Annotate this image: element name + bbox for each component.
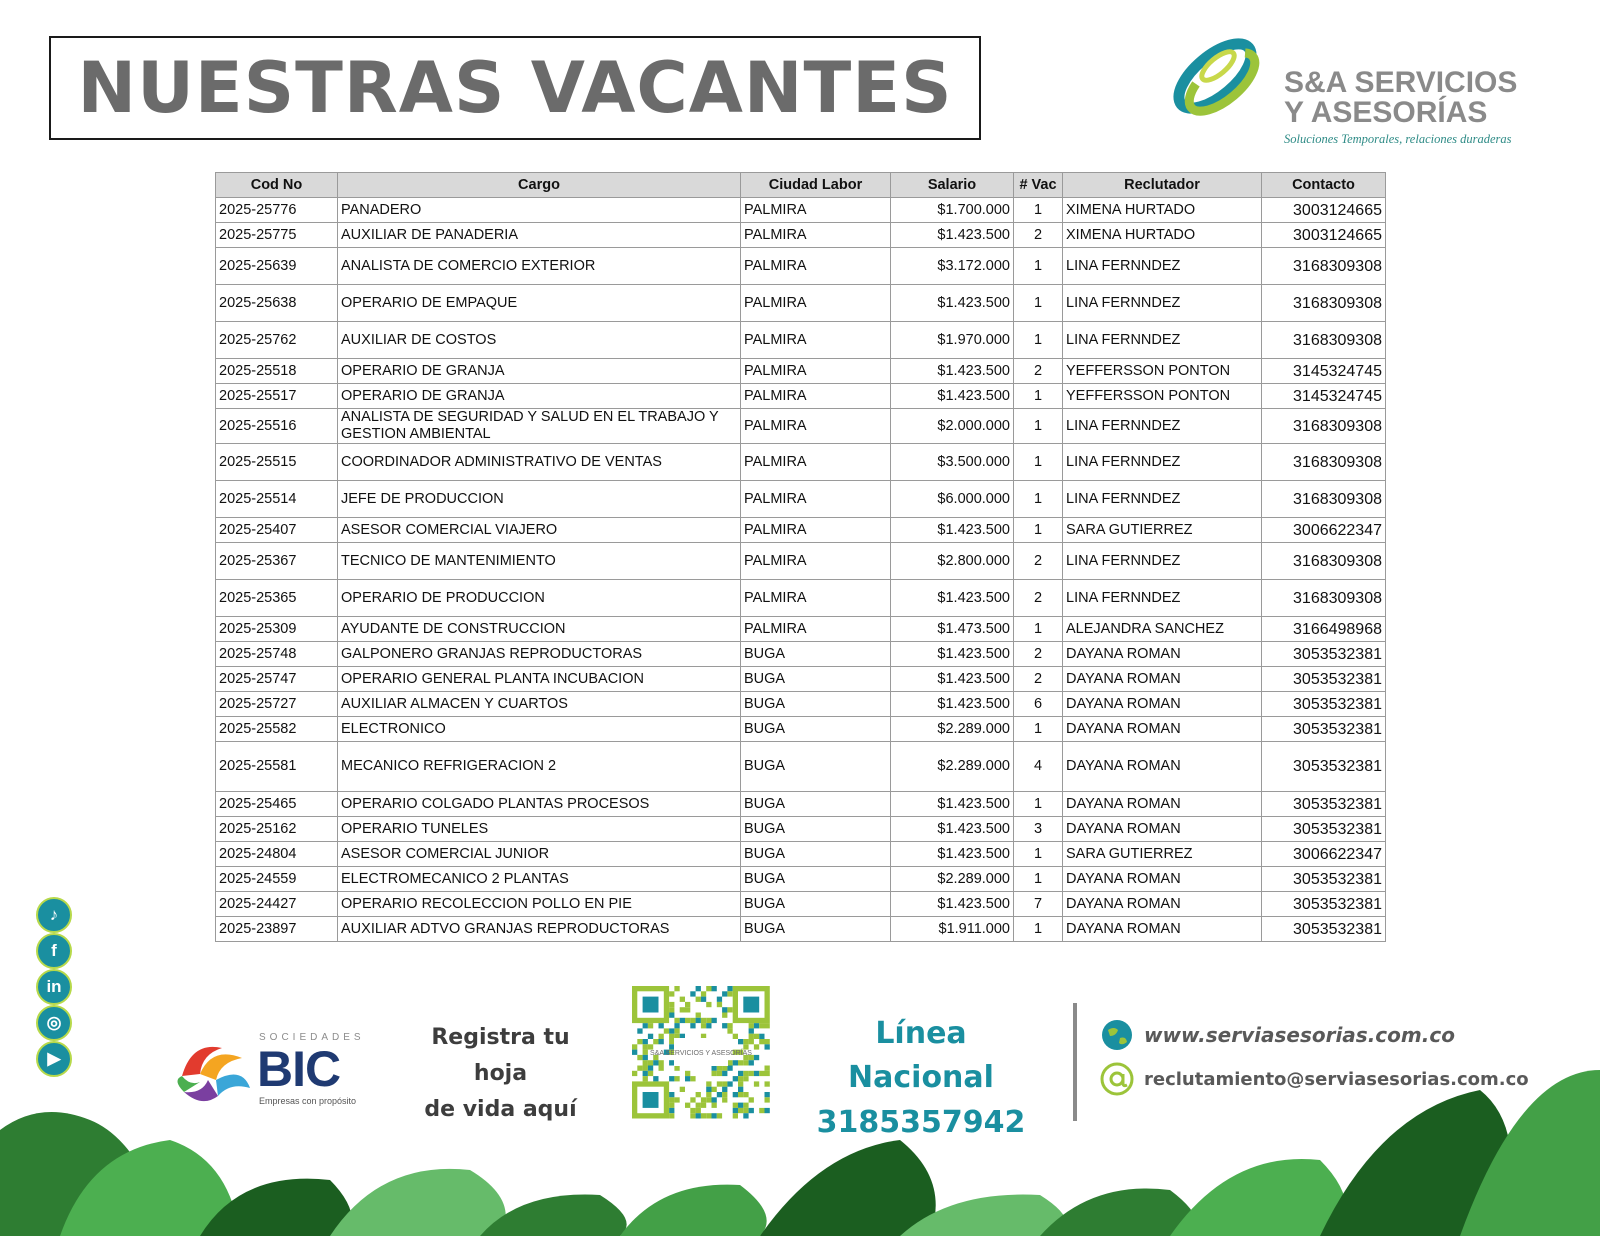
- column-header: Ciudad Labor: [741, 173, 891, 198]
- table-row: [216, 842, 1386, 867]
- cell-vac: 1: [1014, 285, 1063, 322]
- cell-vac: 2: [1014, 580, 1063, 617]
- cell-contacto[interactable]: 3006622347: [1262, 518, 1386, 543]
- cell-reclutador: DAYANA ROMAN: [1063, 917, 1262, 942]
- cell-reclutador: DAYANA ROMAN: [1063, 642, 1262, 667]
- cell-ciudad: BUGA: [741, 867, 891, 892]
- cell-cargo: ANALISTA DE SEGURIDAD Y SALUD EN EL TRABAJO Y GESTION AMBIENTAL: [338, 409, 741, 444]
- cell-ciudad: PALMIRA: [741, 322, 891, 359]
- cell-cargo: PANADERO: [338, 198, 741, 223]
- cell-salario: $1.423.500: [891, 285, 1014, 322]
- website-row[interactable]: [1100, 1018, 1455, 1052]
- cell-reclutador: XIMENA HURTADO: [1063, 223, 1262, 248]
- cell-contacto[interactable]: 3053532381: [1262, 742, 1386, 792]
- cell-reclutador: DAYANA ROMAN: [1063, 792, 1262, 817]
- cell-ciudad: BUGA: [741, 892, 891, 917]
- cell-cargo: OPERARIO DE GRANJA: [338, 384, 741, 409]
- table-row: [216, 692, 1386, 717]
- cell-salario: $1.423.500: [891, 359, 1014, 384]
- cell-cod: 2025-25762: [216, 322, 338, 359]
- cell-reclutador: LINA FERNNDEZ: [1063, 580, 1262, 617]
- column-header: Cod No: [216, 173, 338, 198]
- cell-reclutador: DAYANA ROMAN: [1063, 742, 1262, 792]
- cell-ciudad: PALMIRA: [741, 543, 891, 580]
- cell-contacto[interactable]: 3053532381: [1262, 892, 1386, 917]
- cell-vac: 1: [1014, 617, 1063, 642]
- cell-reclutador: DAYANA ROMAN: [1063, 692, 1262, 717]
- cell-salario: $6.000.000: [891, 481, 1014, 518]
- cell-vac: 2: [1014, 223, 1063, 248]
- cell-vac: 1: [1014, 322, 1063, 359]
- cell-cod: 2025-23897: [216, 917, 338, 942]
- cell-reclutador: DAYANA ROMAN: [1063, 717, 1262, 742]
- column-header: Cargo: [338, 173, 741, 198]
- cell-cod: 2025-25309: [216, 617, 338, 642]
- cell-cargo: OPERARIO DE EMPAQUE: [338, 285, 741, 322]
- cell-reclutador: LINA FERNNDEZ: [1063, 409, 1262, 444]
- cell-ciudad: PALMIRA: [741, 409, 891, 444]
- cell-contacto[interactable]: 3168309308: [1262, 543, 1386, 580]
- cell-cod: 2025-24804: [216, 842, 338, 867]
- cell-cargo: OPERARIO COLGADO PLANTAS PROCESOS: [338, 792, 741, 817]
- cell-vac: 1: [1014, 384, 1063, 409]
- cell-reclutador: SARA GUTIERREZ: [1063, 518, 1262, 543]
- cell-cod: 2025-25518: [216, 359, 338, 384]
- cell-reclutador: DAYANA ROMAN: [1063, 817, 1262, 842]
- cell-cargo: AUXILIAR ALMACEN Y CUARTOS: [338, 692, 741, 717]
- cell-cod: 2025-25514: [216, 481, 338, 518]
- cell-vac: 4: [1014, 742, 1063, 792]
- company-name-line1: S&A SERVICIOS: [1284, 66, 1518, 99]
- table-row: [216, 409, 1386, 444]
- cell-reclutador: XIMENA HURTADO: [1063, 198, 1262, 223]
- cell-vac: 1: [1014, 717, 1063, 742]
- logo-swirl-icon: [1160, 26, 1280, 136]
- cell-salario: $1.423.500: [891, 580, 1014, 617]
- cell-reclutador: DAYANA ROMAN: [1063, 892, 1262, 917]
- cell-salario: $1.423.500: [891, 518, 1014, 543]
- cell-salario: $1.423.500: [891, 223, 1014, 248]
- cell-cod: 2025-25748: [216, 642, 338, 667]
- cell-vac: 1: [1014, 198, 1063, 223]
- bic-sub-label: Empresas con propósito: [259, 1096, 357, 1106]
- table-row: [216, 198, 1386, 223]
- register-line2: de vida aquí: [424, 1097, 577, 1122]
- cell-ciudad: PALMIRA: [741, 580, 891, 617]
- cell-contacto[interactable]: 3003124665: [1262, 223, 1386, 248]
- cell-ciudad: BUGA: [741, 817, 891, 842]
- cell-vac: 2: [1014, 543, 1063, 580]
- table-row: [216, 543, 1386, 580]
- cell-salario: $3.172.000: [891, 248, 1014, 285]
- cell-cod: 2025-25727: [216, 692, 338, 717]
- cell-vac: 1: [1014, 792, 1063, 817]
- cell-ciudad: BUGA: [741, 717, 891, 742]
- cell-vac: 2: [1014, 667, 1063, 692]
- cell-cargo: OPERARIO DE GRANJA: [338, 359, 741, 384]
- cell-contacto[interactable]: 3168309308: [1262, 322, 1386, 359]
- cell-cod: 2025-25465: [216, 792, 338, 817]
- cell-cod: 2025-25581: [216, 742, 338, 792]
- cell-salario: $1.423.500: [891, 792, 1014, 817]
- table-row: [216, 518, 1386, 543]
- cell-salario: $1.423.500: [891, 842, 1014, 867]
- cell-cargo: ELECTRONICO: [338, 717, 741, 742]
- cell-cargo: COORDINADOR ADMINISTRATIVO DE VENTAS: [338, 444, 741, 481]
- cell-cod: 2025-25638: [216, 285, 338, 322]
- cell-vac: 1: [1014, 917, 1063, 942]
- table-row: [216, 642, 1386, 667]
- cell-ciudad: PALMIRA: [741, 481, 891, 518]
- cell-contacto[interactable]: 3053532381: [1262, 917, 1386, 942]
- cell-cargo: AUXILIAR DE PANADERIA: [338, 223, 741, 248]
- table-row: [216, 580, 1386, 617]
- company-logo: [1160, 26, 1560, 156]
- cell-cargo: OPERARIO TUNELES: [338, 817, 741, 842]
- cell-reclutador: LINA FERNNDEZ: [1063, 481, 1262, 518]
- cell-cargo: ASESOR COMERCIAL VIAJERO: [338, 518, 741, 543]
- table-row: [216, 817, 1386, 842]
- bic-top-label: SOCIEDADES: [259, 1032, 365, 1043]
- cell-ciudad: PALMIRA: [741, 384, 891, 409]
- cell-contacto[interactable]: 3166498968: [1262, 617, 1386, 642]
- cell-cod: 2025-25747: [216, 667, 338, 692]
- cell-cargo: ANALISTA DE COMERCIO EXTERIOR: [338, 248, 741, 285]
- linkedin-icon[interactable]: in: [36, 969, 72, 1005]
- cell-salario: $3.500.000: [891, 444, 1014, 481]
- cell-salario: $2.800.000: [891, 543, 1014, 580]
- cell-vac: 1: [1014, 444, 1063, 481]
- cell-cargo: MECANICO REFRIGERACION 2: [338, 742, 741, 792]
- cell-contacto[interactable]: 3006622347: [1262, 842, 1386, 867]
- page-title: NUESTRAS VACANTES: [77, 47, 953, 129]
- cell-ciudad: BUGA: [741, 667, 891, 692]
- cell-cargo: JEFE DE PRODUCCION: [338, 481, 741, 518]
- cell-contacto[interactable]: 3168309308: [1262, 285, 1386, 322]
- title-box: [49, 36, 981, 140]
- cell-ciudad: PALMIRA: [741, 359, 891, 384]
- cell-contacto[interactable]: 3168309308: [1262, 248, 1386, 285]
- cell-contacto[interactable]: 3053532381: [1262, 642, 1386, 667]
- cell-cargo: AUXILIAR DE COSTOS: [338, 322, 741, 359]
- cell-ciudad: PALMIRA: [741, 518, 891, 543]
- cell-ciudad: PALMIRA: [741, 285, 891, 322]
- cell-reclutador: DAYANA ROMAN: [1063, 667, 1262, 692]
- cell-ciudad: BUGA: [741, 792, 891, 817]
- cell-contacto[interactable]: 3145324745: [1262, 359, 1386, 384]
- cell-reclutador: LINA FERNNDEZ: [1063, 444, 1262, 481]
- company-tagline: Soluciones Temporales, relaciones duraderas: [1284, 132, 1512, 146]
- vacancies-table: [215, 172, 1386, 942]
- cell-cod: 2025-25517: [216, 384, 338, 409]
- cell-ciudad: BUGA: [741, 642, 891, 667]
- cell-vac: 2: [1014, 642, 1063, 667]
- table-row: [216, 359, 1386, 384]
- cell-reclutador: ALEJANDRA SANCHEZ: [1063, 617, 1262, 642]
- cell-cod: 2025-25776: [216, 198, 338, 223]
- cell-contacto[interactable]: 3053532381: [1262, 817, 1386, 842]
- cell-salario: $1.970.000: [891, 322, 1014, 359]
- cell-contacto[interactable]: 3003124665: [1262, 198, 1386, 223]
- cell-reclutador: LINA FERNNDEZ: [1063, 543, 1262, 580]
- globe-icon: [1100, 1018, 1134, 1052]
- cell-ciudad: BUGA: [741, 917, 891, 942]
- table-row: [216, 867, 1386, 892]
- cell-cargo: OPERARIO RECOLECCION POLLO EN PIE: [338, 892, 741, 917]
- table-row: [216, 481, 1386, 518]
- table-row: [216, 892, 1386, 917]
- tiktok-icon[interactable]: ♪: [36, 897, 72, 933]
- column-header: # Vac: [1014, 173, 1063, 198]
- cell-salario: $2.289.000: [891, 717, 1014, 742]
- cell-vac: 1: [1014, 518, 1063, 543]
- linea-label: Línea Nacional: [848, 1016, 994, 1095]
- instagram-icon[interactable]: ◎: [36, 1005, 72, 1041]
- cell-vac: 1: [1014, 248, 1063, 285]
- cell-cod: 2025-25516: [216, 409, 338, 444]
- cell-reclutador: YEFFERSSON PONTON: [1063, 359, 1262, 384]
- cell-ciudad: PALMIRA: [741, 617, 891, 642]
- table-header-row: [216, 173, 1386, 198]
- cell-vac: 1: [1014, 842, 1063, 867]
- cell-contacto[interactable]: 3168309308: [1262, 444, 1386, 481]
- cell-salario: $1.700.000: [891, 198, 1014, 223]
- cell-salario: $1.473.500: [891, 617, 1014, 642]
- cell-cod: 2025-25365: [216, 580, 338, 617]
- cell-cod: 2025-25162: [216, 817, 338, 842]
- column-header: Salario: [891, 173, 1014, 198]
- cell-cod: 2025-25775: [216, 223, 338, 248]
- cell-ciudad: BUGA: [741, 842, 891, 867]
- table-row: [216, 384, 1386, 409]
- cell-ciudad: PALMIRA: [741, 248, 891, 285]
- cell-vac: 2: [1014, 359, 1063, 384]
- cell-reclutador: LINA FERNNDEZ: [1063, 322, 1262, 359]
- cell-reclutador: LINA FERNNDEZ: [1063, 285, 1262, 322]
- table-row: [216, 792, 1386, 817]
- cell-cargo: GALPONERO GRANJAS REPRODUCTORAS: [338, 642, 741, 667]
- cell-vac: 1: [1014, 481, 1063, 518]
- cell-contacto[interactable]: 3168309308: [1262, 580, 1386, 617]
- cell-cargo: AYUDANTE DE CONSTRUCCION: [338, 617, 741, 642]
- bic-main-label: BIC: [257, 1041, 341, 1097]
- cell-cod: 2025-24427: [216, 892, 338, 917]
- facebook-icon[interactable]: f: [36, 933, 72, 969]
- cell-cod: 2025-25367: [216, 543, 338, 580]
- cell-contacto[interactable]: 3053532381: [1262, 867, 1386, 892]
- table-row: [216, 248, 1386, 285]
- cell-cargo: ASESOR COMERCIAL JUNIOR: [338, 842, 741, 867]
- cell-salario: $1.423.500: [891, 692, 1014, 717]
- leaves-decoration: [0, 1070, 1600, 1236]
- table-row: [216, 917, 1386, 942]
- cell-cargo: AUXILIAR ADTVO GRANJAS REPRODUCTORAS: [338, 917, 741, 942]
- company-name-line2: Y ASESORÍAS: [1284, 96, 1488, 129]
- table-row: [216, 322, 1386, 359]
- cell-contacto[interactable]: 3168309308: [1262, 409, 1386, 444]
- cell-vac: 6: [1014, 692, 1063, 717]
- youtube-icon[interactable]: ▶: [36, 1041, 72, 1077]
- column-header: Reclutador: [1063, 173, 1262, 198]
- cell-reclutador: SARA GUTIERREZ: [1063, 842, 1262, 867]
- cell-contacto[interactable]: 3053532381: [1262, 717, 1386, 742]
- register-line1: Registra tu hoja: [431, 1025, 570, 1086]
- cell-cargo: ELECTROMECANICO 2 PLANTAS: [338, 867, 741, 892]
- cell-contacto[interactable]: 3053532381: [1262, 792, 1386, 817]
- table-row: [216, 742, 1386, 792]
- cell-cod: 2025-25582: [216, 717, 338, 742]
- cell-salario: $1.423.500: [891, 642, 1014, 667]
- cell-contacto[interactable]: 3168309308: [1262, 481, 1386, 518]
- table-row: [216, 667, 1386, 692]
- cell-cod: 2025-24559: [216, 867, 338, 892]
- cell-vac: 3: [1014, 817, 1063, 842]
- cell-cargo: TECNICO DE MANTENIMIENTO: [338, 543, 741, 580]
- cell-salario: $1.423.500: [891, 817, 1014, 842]
- table-row: [216, 444, 1386, 481]
- cell-reclutador: DAYANA ROMAN: [1063, 867, 1262, 892]
- cell-cod: 2025-25515: [216, 444, 338, 481]
- table-row: [216, 717, 1386, 742]
- cell-salario: $2.289.000: [891, 867, 1014, 892]
- linea-number[interactable]: 3185357942: [816, 1105, 1026, 1140]
- cell-cod: 2025-25639: [216, 248, 338, 285]
- cell-ciudad: PALMIRA: [741, 223, 891, 248]
- cell-salario: $1.423.500: [891, 667, 1014, 692]
- cell-contacto[interactable]: 3053532381: [1262, 667, 1386, 692]
- cell-cargo: OPERARIO DE PRODUCCION: [338, 580, 741, 617]
- cell-vac: 1: [1014, 867, 1063, 892]
- table-row: [216, 617, 1386, 642]
- cell-salario: $2.289.000: [891, 742, 1014, 792]
- cell-contacto[interactable]: 3145324745: [1262, 384, 1386, 409]
- table-body: [216, 198, 1386, 942]
- table-row: [216, 285, 1386, 322]
- cell-salario: $1.423.500: [891, 384, 1014, 409]
- cell-vac: 7: [1014, 892, 1063, 917]
- qr-center-label: S&A SERVICIOS Y ASESORÍAS: [650, 1050, 752, 1057]
- cell-cod: 2025-25407: [216, 518, 338, 543]
- column-header: Contacto: [1262, 173, 1386, 198]
- website-link[interactable]: www.serviasesorias.com.co: [1144, 1023, 1455, 1047]
- cell-salario: $1.423.500: [891, 892, 1014, 917]
- table-row: [216, 223, 1386, 248]
- cell-cargo: OPERARIO GENERAL PLANTA INCUBACION: [338, 667, 741, 692]
- company-name: [1284, 68, 1517, 128]
- cell-reclutador: YEFFERSSON PONTON: [1063, 384, 1262, 409]
- cell-ciudad: PALMIRA: [741, 444, 891, 481]
- cell-ciudad: PALMIRA: [741, 198, 891, 223]
- cell-vac: 1: [1014, 409, 1063, 444]
- cell-reclutador: LINA FERNNDEZ: [1063, 248, 1262, 285]
- email-link[interactable]: reclutamiento@serviasesorias.com.co: [1144, 1068, 1529, 1090]
- cell-ciudad: BUGA: [741, 742, 891, 792]
- cell-contacto[interactable]: 3053532381: [1262, 692, 1386, 717]
- cell-salario: $1.911.000: [891, 917, 1014, 942]
- cell-ciudad: BUGA: [741, 692, 891, 717]
- cell-salario: $2.000.000: [891, 409, 1014, 444]
